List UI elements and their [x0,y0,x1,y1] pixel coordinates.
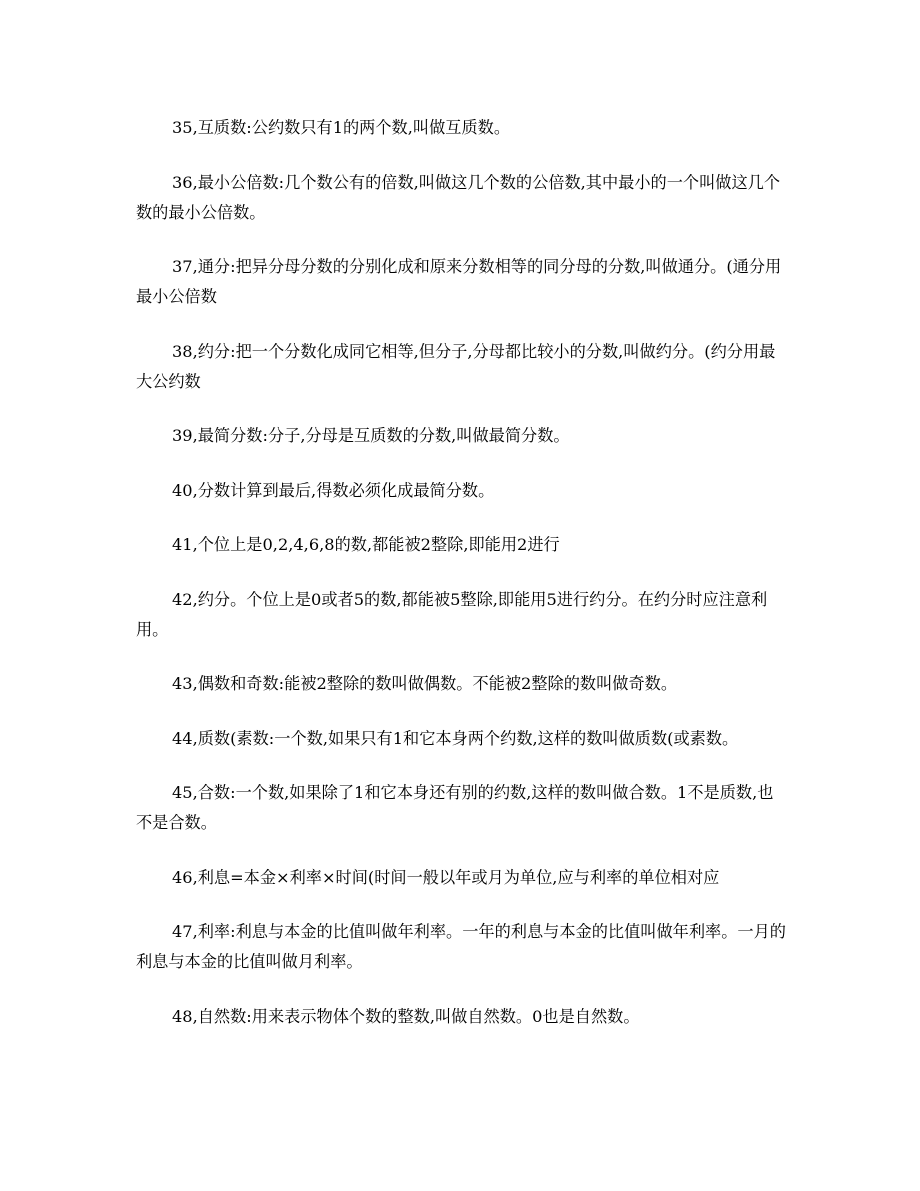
paragraph-44: 44,质数(素数:一个数,如果只有1和它本身两个约数,这样的数叫做质数(或素数。 [172,728,739,748]
paragraph-45: 45,合数:一个数,如果除了1和它本身还有别的约数,这样的数叫做合数。1不是质数,也不是合数。 [136,783,774,832]
paragraph-36: 36,最小公倍数:几个数公有的倍数,叫做这几个数的公倍数,其中最小的一个叫做这几个数的最小公倍数。 [136,172,781,222]
paragraph-38: 38,约分:把一个分数化成同它相等,但分子,分母都比较小的分数,叫做约分。(约分用最大公约数 [136,341,776,391]
paragraph-43: 43,偶数和奇数:能被2整除的数叫做偶数。不能被2整除的数叫做奇数。 [172,674,678,693]
paragraph-46: 46,利息=本金×利率×时间(时间一般以年或月为单位,应与利率的单位相对应 [172,867,720,887]
paragraph-47: 47,利率:利息与本金的比值叫做年利率。一年的利息与本金的比值叫做年利率。一月的利息与本金的比值叫做月利率。 [136,922,786,971]
paragraph-40: 40,分数计算到最后,得数必须化成最简分数。 [172,480,495,500]
paragraph-35: 35,互质数:公约数只有1的两个数,叫做互质数。 [172,118,511,137]
paragraph-39: 39,最简分数:分子,分母是互质数的分数,叫做最简分数。 [172,426,570,445]
paragraph-42: 42,约分。个位上是0或者5的数,都能被5整除,即能用5进行约分。在约分时应注意利用。 [136,589,768,639]
paragraph-37: 37,通分:把异分母分数的分别化成和原来分数相等的同分母的分数,叫做通分。(通分用最小公倍数 [136,257,782,306]
document-body [136,113,786,1056]
paragraph-48: 48,自然数:用来表示物体个数的整数,叫做自然数。0也是自然数。 [172,1006,640,1026]
paragraph-41: 41,个位上是0,2,4,6,8的数,都能被2整除,即能用2进行 [172,535,560,554]
